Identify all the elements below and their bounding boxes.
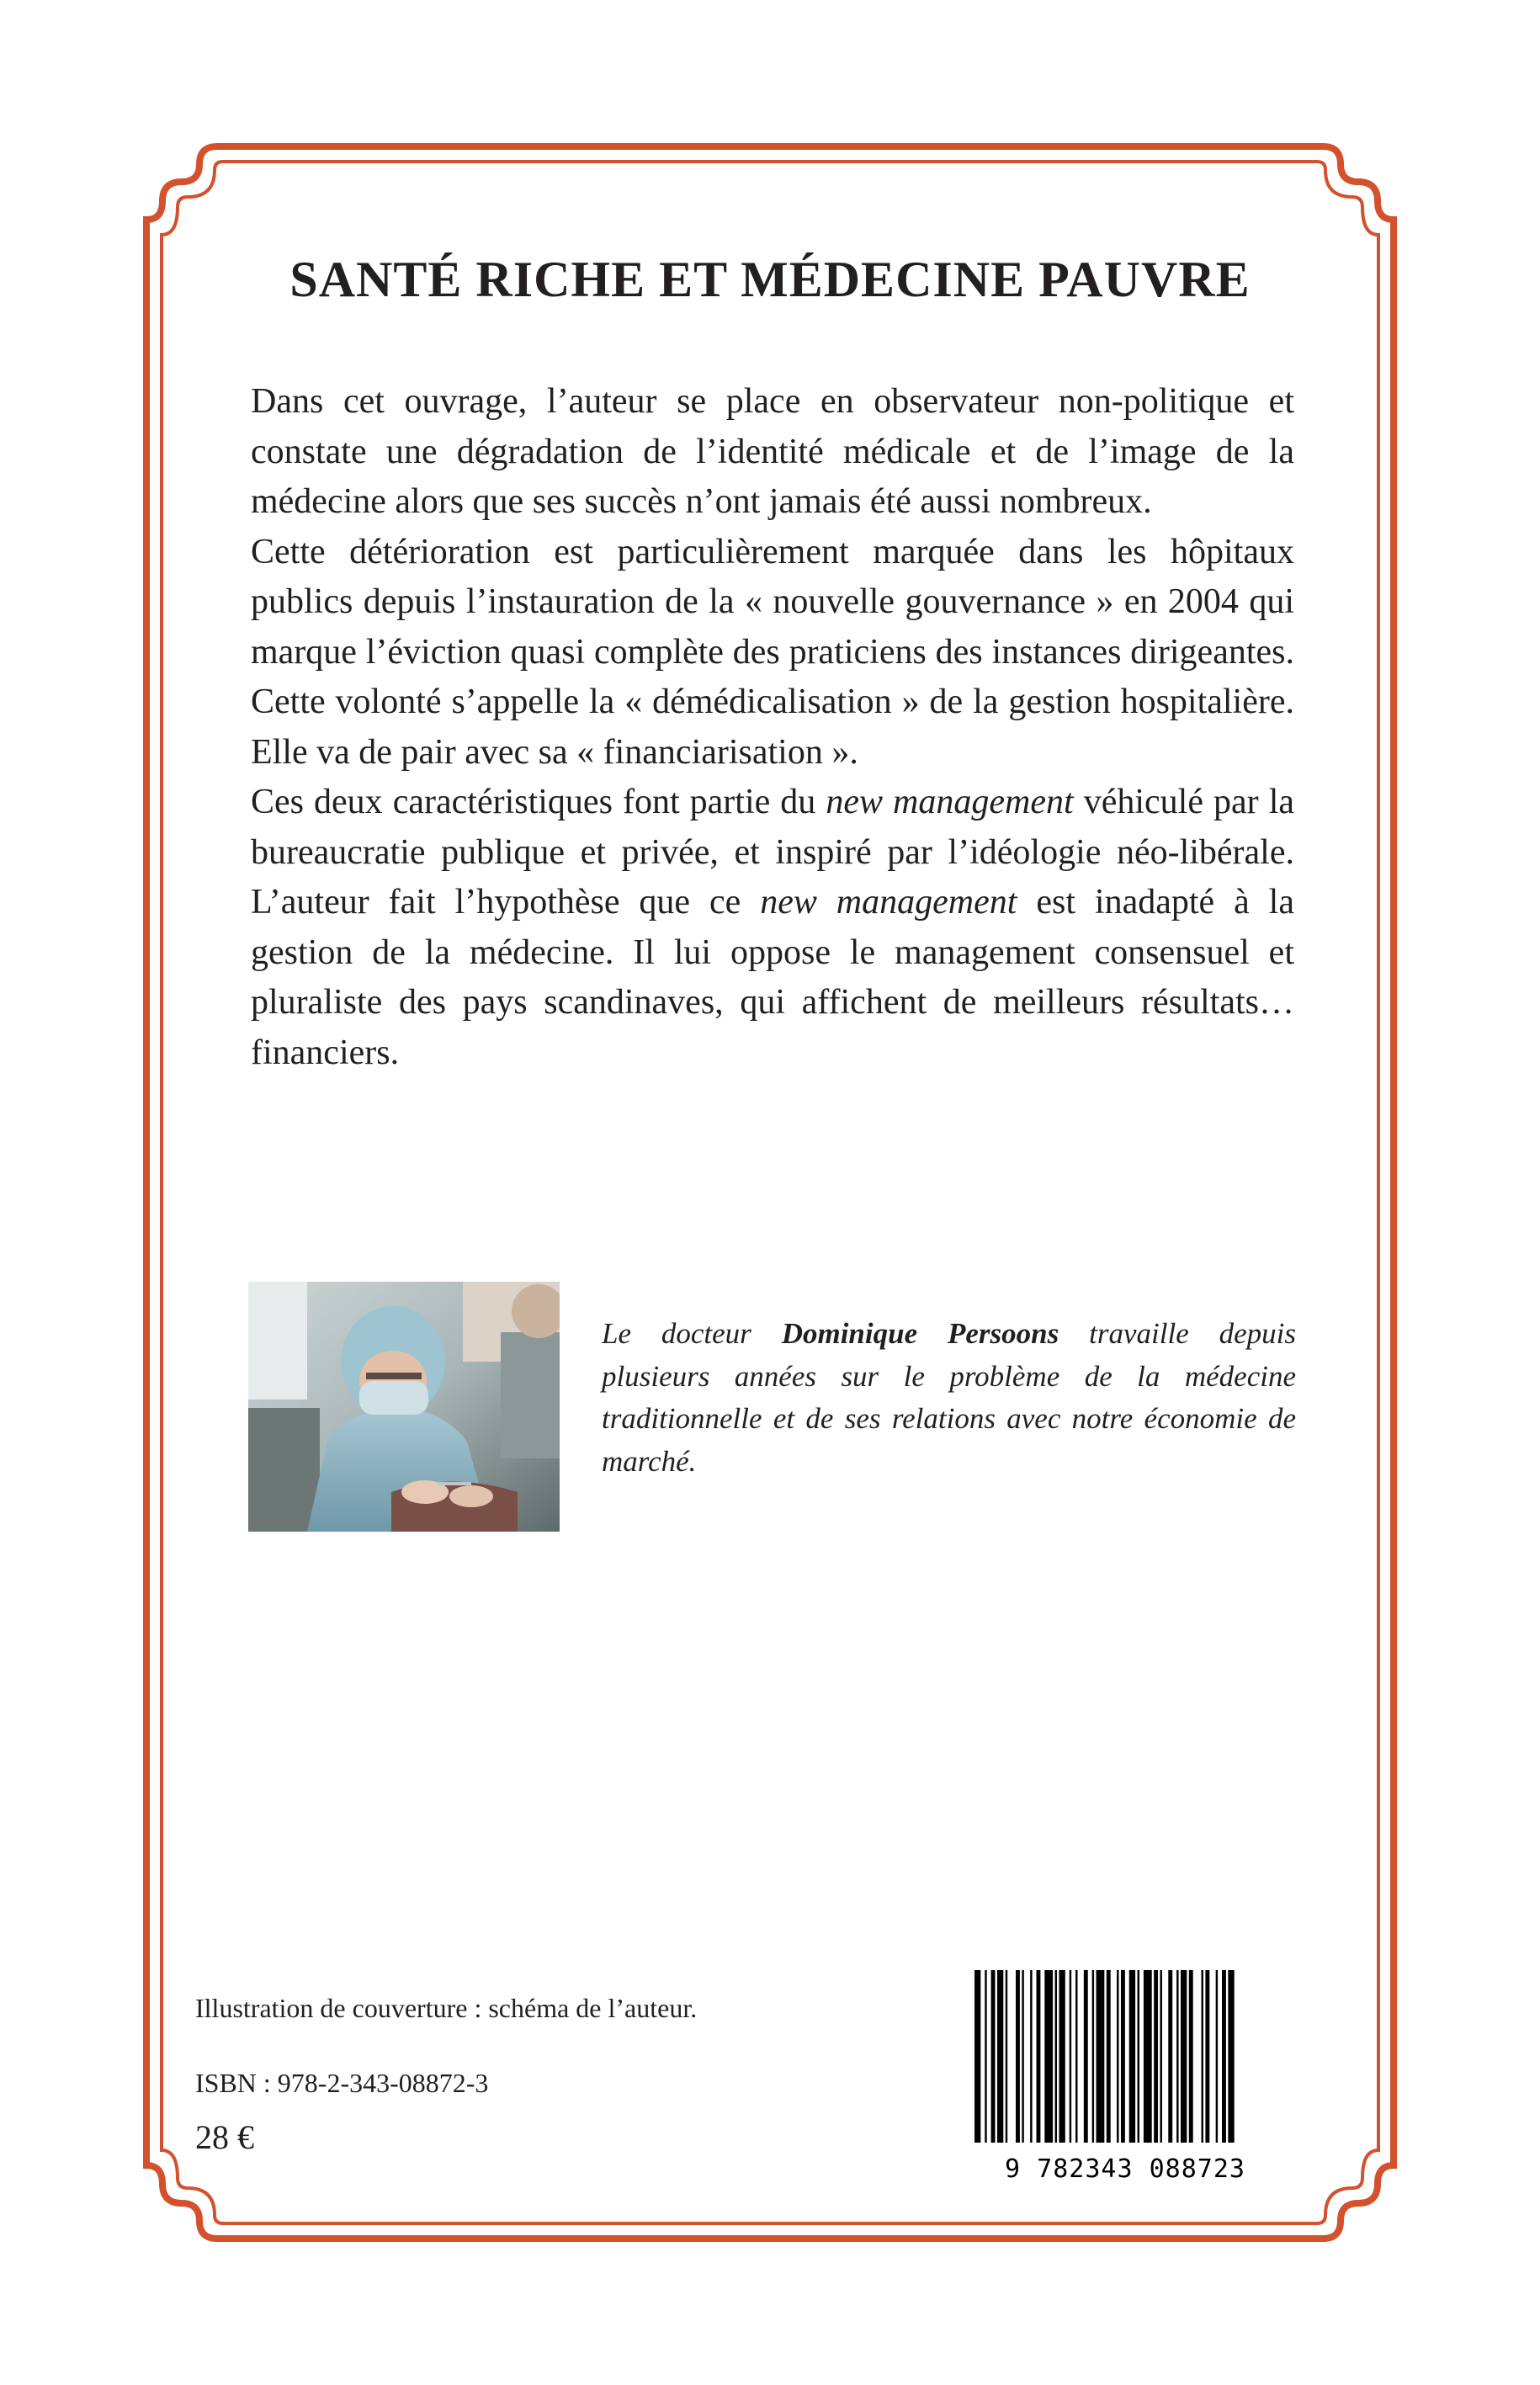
back-cover-blurb — [251, 377, 1294, 1078]
blurb-paragraph-3 — [251, 778, 1294, 1078]
barcode-bar — [974, 1970, 980, 2143]
barcode-bar — [1030, 1970, 1032, 2143]
barcode-bar — [1059, 1970, 1065, 2143]
barcode-bar — [1168, 1970, 1172, 2143]
barcode-bar — [997, 1970, 1003, 2143]
barcode-bar — [1144, 1970, 1152, 2143]
barcode-bar — [1070, 1970, 1071, 2143]
barcode-bars — [974, 1970, 1235, 2143]
barcode-bar — [1228, 1970, 1234, 2143]
barcode-bar — [1202, 1970, 1203, 2143]
barcode-digits: 9 782343 088723 — [1005, 2154, 1245, 2184]
barcode-bar — [1097, 1970, 1105, 2143]
barcode-bar — [1129, 1970, 1135, 2143]
blurb-emphasis: new management — [826, 783, 1074, 821]
barcode-bar — [1016, 1970, 1020, 2143]
blurb-paragraph-2: Cette détérioration est particulièrement marquée dans les hôpitaux publics depuis l’instauration de la « nouvelle gouvernance » en 2004 qui marque l’éviction quasi complète des praticiens des instances dirigeantes. Cette volonté s’appelle la « démédicalisation » de la gestion hospitalière. Elle va de pair avec sa « financiarisation ». — [251, 532, 1294, 772]
surgeon-photo-icon — [248, 1282, 560, 1532]
barcode-bar — [1181, 1970, 1187, 2143]
barcode-bar — [1075, 1970, 1077, 2143]
barcode-bar — [1092, 1970, 1094, 2143]
blurb-text: Ces deux caractéristiques font partie du — [251, 783, 826, 821]
barcode-bar — [1205, 1970, 1209, 2143]
barcode-bar — [1138, 1970, 1139, 2143]
barcode-bar — [1107, 1970, 1111, 2143]
cover-illustration-credit: Illustration de couverture : schéma de l’auteur. — [195, 1993, 698, 2023]
barcode-bar — [1176, 1970, 1178, 2143]
barcode-bar — [1117, 1970, 1118, 2143]
isbn: ISBN : 978-2-343-08872-3 — [195, 2068, 489, 2098]
author-bio — [602, 1313, 1296, 1483]
barcode-bar — [1121, 1970, 1125, 2143]
barcode-bar — [1037, 1970, 1041, 2143]
author-bio-prefix: Le docteur — [602, 1317, 782, 1350]
barcode-bar — [1154, 1970, 1158, 2143]
blurb-text: est inadapté à la gestion de la médecine. Il lui oppose le management consensuel et pluraliste des pays scandinaves, qui affichent de meilleurs résultats… financiers. — [251, 883, 1294, 1072]
blurb-paragraph-1: Dans cet ouvrage, l’auteur se place en observateur non-politique et constate une dégradation de l’identité médicale et de l’image de la médecine alors que ses succès n’ont jamais été aussi nombreux. — [251, 382, 1294, 521]
barcode-bar — [1022, 1970, 1023, 2143]
author-bio-text: travaille depuis plusieurs années sur le problème de la médecine traditionnelle et de ses relations avec notre économie de marché. — [602, 1317, 1296, 1478]
author-name: Dominique Persoons — [781, 1317, 1059, 1350]
price: 28 € — [195, 2118, 254, 2156]
barcode-graphic — [968, 1963, 1283, 2184]
barcode-bar — [1216, 1970, 1218, 2143]
blurb-emphasis: new management — [760, 883, 1017, 922]
barcode-bar — [985, 1970, 986, 2143]
barcode-bar — [1044, 1970, 1053, 2143]
barcode-bar — [1006, 1970, 1007, 2143]
barcode-bar — [1084, 1970, 1088, 2143]
barcode-bar — [1222, 1970, 1226, 2143]
barcode-bar — [1160, 1970, 1162, 2143]
barcode-bar — [991, 1970, 996, 2143]
barcode-bar — [1189, 1970, 1193, 2143]
blurb-text: véhiculé par la bureaucratie publique et privée, et inspiré par l’idéologie néo-libérale. L’auteur fait l’hypothèse que ce — [251, 783, 1294, 922]
barcode — [968, 1963, 1283, 2184]
barcode-bar — [1055, 1970, 1057, 2143]
book-title: SANTÉ RICHE ET MÉDECINE PAUVRE — [289, 252, 1251, 307]
